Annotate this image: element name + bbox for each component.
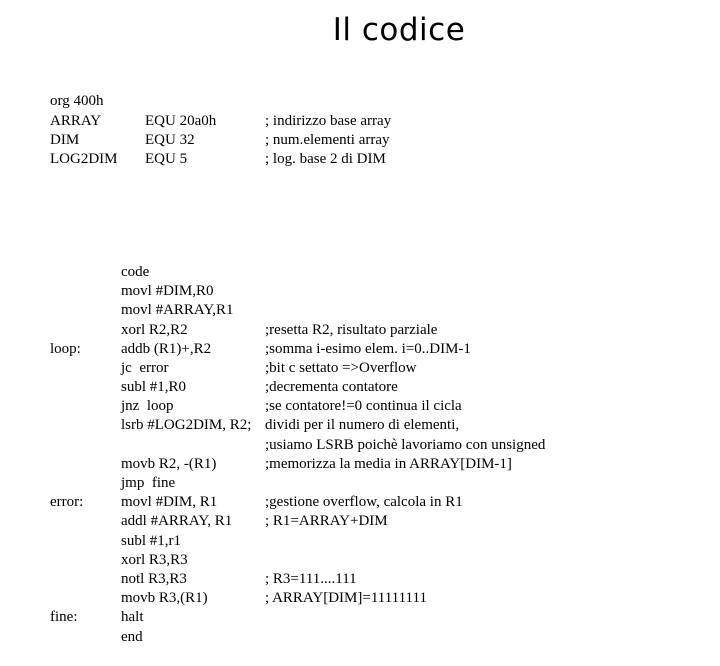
code-instruction: addb (R1)+,R2 (121, 340, 212, 357)
code-instruction: end (121, 628, 143, 645)
code-instruction: EQU 32 (145, 131, 195, 148)
code-comment: ; ARRAY[DIM]=11111111 (265, 590, 427, 607)
code-comment: ;resetta R2, risultato parziale (265, 321, 438, 338)
code-instruction: movl #ARRAY,R1 (121, 302, 234, 319)
code-instruction: addl #ARRAY, R1 (121, 513, 233, 530)
code-line (50, 378, 710, 397)
code-label: loop: (50, 340, 81, 357)
code-instruction: subl #1,r1 (121, 532, 181, 549)
code-comment: ;decrementa contatore (265, 379, 398, 396)
code-label: DIM (50, 131, 80, 148)
instructions-block (50, 263, 710, 647)
code-instruction: movb R3,(R1) (121, 590, 208, 607)
code-line (50, 150, 710, 169)
code-line (50, 282, 710, 301)
code-line (50, 570, 710, 589)
code-comment: ; indirizzo base array (265, 112, 392, 129)
code-instruction: halt (121, 609, 144, 626)
page-title: Il codice (332, 12, 466, 48)
code-label: ARRAY (50, 112, 102, 129)
code-line (50, 340, 710, 359)
code-comment: ;bit c settato =>Overflow (265, 359, 417, 376)
code-instruction: lsrb #LOG2DIM, R2; (121, 417, 252, 434)
code-comment: ; log. base 2 di DIM (265, 150, 386, 167)
code-line (50, 359, 710, 378)
code-label: error: (50, 494, 84, 511)
code-line (50, 436, 710, 455)
code-comment: ; R3=111....111 (265, 570, 357, 587)
code-comment: dividi per il numero di elementi, (265, 417, 460, 434)
code-line (50, 628, 710, 647)
code-instruction: movb R2, -(R1) (121, 455, 217, 472)
code-instruction: movl #DIM, R1 (121, 494, 218, 511)
code-label: org 400h (50, 93, 104, 110)
code-line (50, 493, 710, 512)
code-label: LOG2DIM (50, 150, 118, 167)
code-line (50, 112, 710, 131)
code-instruction: notl R3,R3 (121, 570, 187, 587)
code-line (50, 263, 710, 282)
code-comment: ;usiamo LSRB poichè lavoriamo con unsigned (265, 436, 546, 453)
code-instruction: movl #DIM,R0 (121, 283, 214, 300)
code-listing (50, 54, 710, 666)
code-instruction: code (121, 263, 150, 280)
code-instruction: subl #1,R0 (121, 379, 187, 396)
code-instruction: xorl R2,R2 (121, 321, 188, 338)
spacer (50, 208, 710, 225)
directives-block (50, 92, 710, 169)
code-instruction: jnz loop (121, 398, 174, 415)
code-comment: ;memorizza la media in ARRAY[DIM-1] (265, 455, 512, 472)
code-line (50, 608, 710, 627)
code-line (50, 397, 710, 416)
code-instruction: xorl R3,R3 (121, 551, 188, 568)
code-line (50, 92, 710, 111)
code-instruction: EQU 5 (145, 150, 188, 167)
code-line (50, 512, 710, 531)
code-line (50, 551, 710, 570)
code-line (50, 455, 710, 474)
code-instruction: jc error (121, 359, 169, 376)
code-line (50, 474, 710, 493)
code-instruction: EQU 20a0h (145, 112, 217, 129)
code-comment: ; num.elementi array (265, 131, 390, 148)
code-line (50, 416, 710, 435)
code-line (50, 532, 710, 551)
code-line (50, 321, 710, 340)
code-comment: ; R1=ARRAY+DIM (265, 513, 388, 530)
code-line (50, 131, 710, 150)
code-comment: ;somma i-esimo elem. i=0..DIM-1 (265, 340, 471, 357)
code-line (50, 589, 710, 608)
code-comment: ;se contatore!=0 continua il cicla (265, 398, 462, 415)
code-comment: ;gestione overflow, calcola in R1 (265, 494, 463, 511)
code-label: fine: (50, 609, 78, 626)
code-line (50, 301, 710, 320)
code-instruction: jmp fine (121, 475, 176, 492)
